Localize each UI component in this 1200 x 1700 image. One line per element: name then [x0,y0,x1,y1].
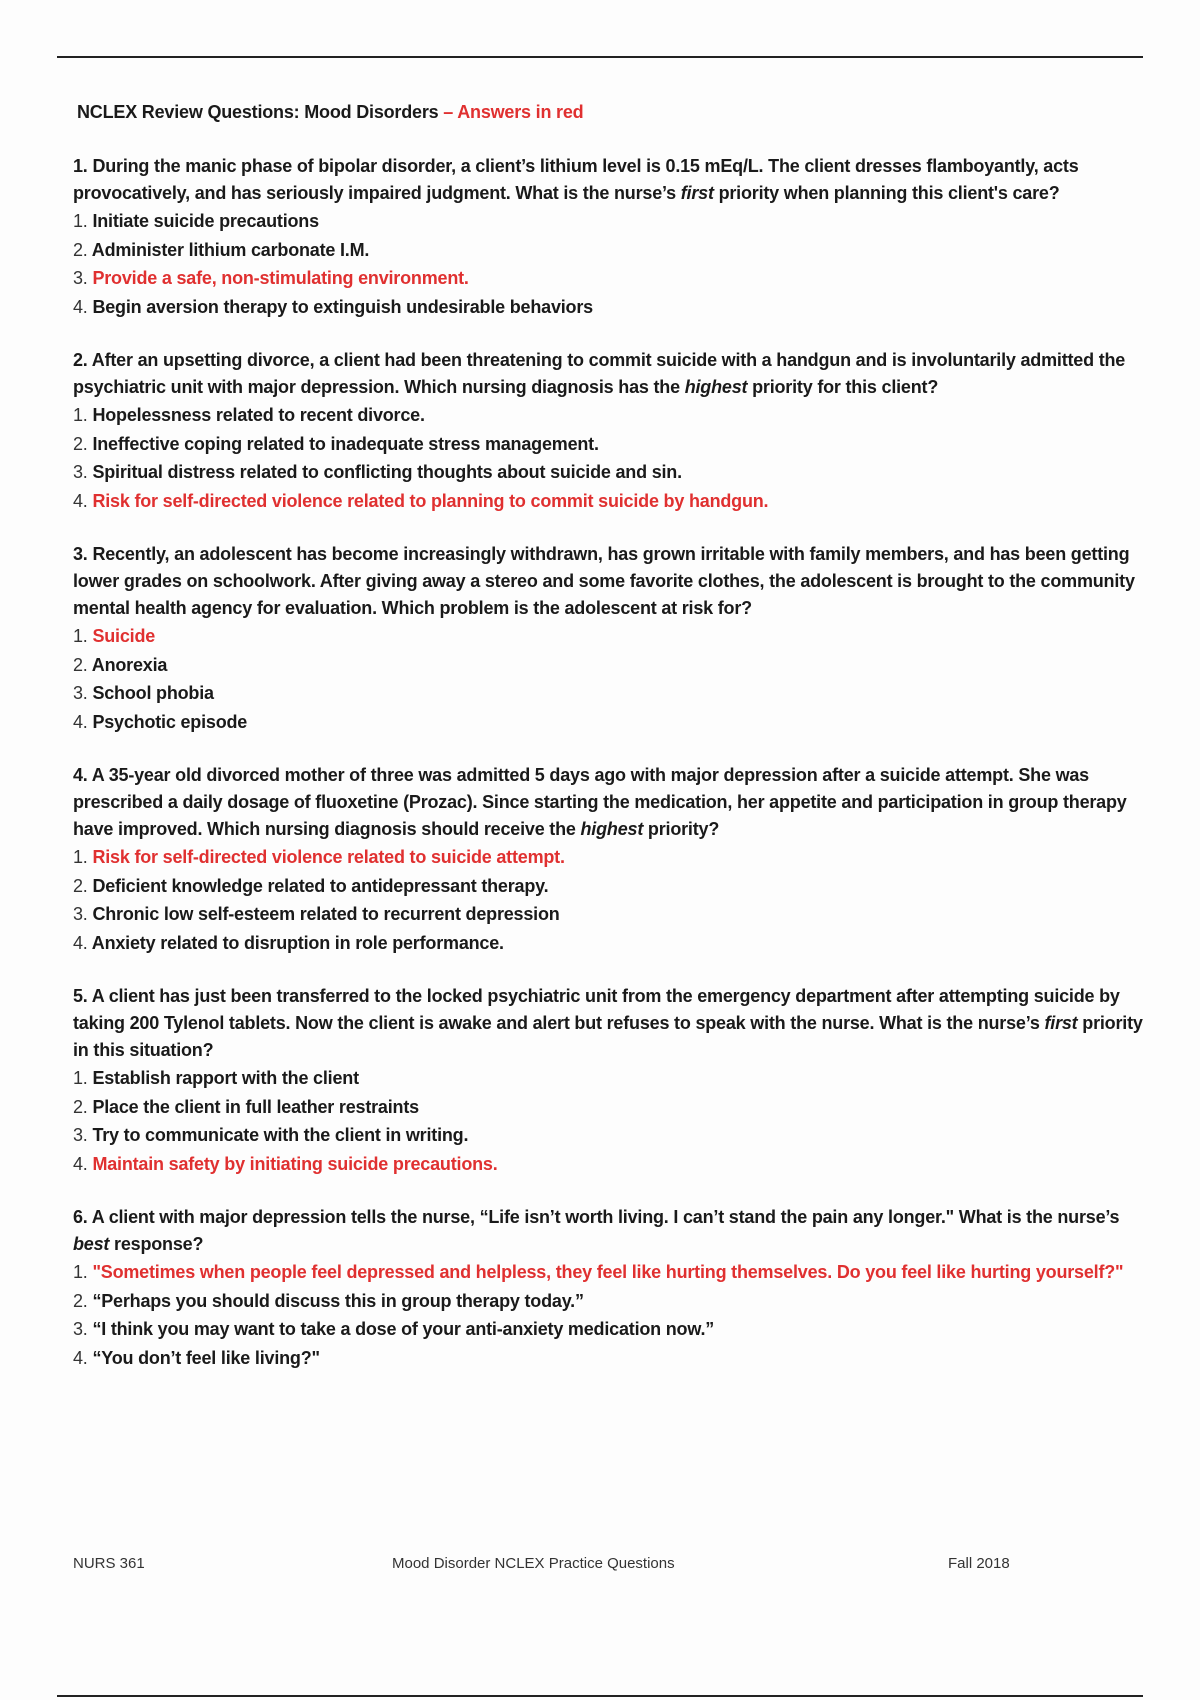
answer-option: 3. School phobia [73,683,214,703]
footer-course: NURS 361 [73,1555,145,1572]
question-5 [73,983,1158,1178]
answer-option: 4. Psychotic episode [73,711,248,732]
document-body [73,102,1158,1398]
question-stem: 2. After an upsetting divorce, a client had been threatening to commit suicide with a handgun and is involuntarily admitted the psychiatric unit with major depression. Which nursing diagnosis has the highest priority for this client? [73,350,1126,397]
question-3 [73,541,1158,736]
header-rule [57,56,1143,58]
answer-option: 1. Hopelessness related to recent divorce. [73,405,425,425]
correct-answer-option: 1. Suicide [73,626,156,646]
question-2 [73,347,1158,515]
answer-option: 4. Begin aversion therapy to extinguish undesirable behaviors [73,296,593,317]
footer-rule [57,1695,1143,1697]
question-6 [73,1204,1158,1372]
answer-option: 4. “You don’t feel like living?" [73,1347,320,1368]
answer-option: 3. Chronic low self-esteem related to recurrent depression [73,904,560,924]
footer-title: Mood Disorder NCLEX Practice Questions [392,1555,675,1572]
answer-option: 4. Anxiety related to disruption in role performance. [73,932,504,953]
answer-option: 2. Anorexia [73,654,168,675]
question-4 [73,762,1158,957]
question-stem: 5. A client has just been transferred to the locked psychiatric unit from the emergency department after attempting suicide by taking 200 Tylenol tablets. Now the client is awake and alert but refuses to speak with the nurse. What is the nurse’s first priority in this situation? [73,986,1143,1060]
answers-note: – Answers in red [443,102,584,122]
answer-option: 1. Initiate suicide precautions [73,211,319,231]
answer-option: 2. “Perhaps you should discuss this in group therapy today.” [73,1290,584,1311]
footer-term: Fall 2018 [948,1555,1010,1572]
answer-option: 3. Spiritual distress related to conflicting thoughts about suicide and sin. [73,462,682,482]
correct-answer-option: 1. Risk for self-directed violence related to suicide attempt. [73,847,565,867]
question-1 [73,153,1158,321]
question-stem: 3. Recently, an adolescent has become increasingly withdrawn, has grown irritable with family members, and has been getting lower grades on schoolwork. After giving away a stereo and some favorite clothes, the adolescent is brought to the community mental health agency for evaluation. Which problem is the adolescent at risk for? [73,544,1135,618]
answer-option: 2. Deficient knowledge related to antidepressant therapy. [73,875,549,896]
question-stem: 4. A 35-year old divorced mother of three was admitted 5 days ago with major depression after a suicide attempt. She was prescribed a daily dosage of fluoxetine (Prozac). Since starting the medication, her appetite and participation in group therapy have improved. Which nursing diagnosis should receive the highest priority? [73,765,1127,839]
correct-answer-option: 4. Maintain safety by initiating suicide precautions. [73,1153,498,1174]
correct-answer-option: 3. Provide a safe, non-stimulating environment. [73,268,469,288]
answer-option: 1. Establish rapport with the client [73,1068,359,1088]
answer-option: 3. “I think you may want to take a dose of your anti-anxiety medication now.” [73,1319,715,1339]
answer-option: 2. Administer lithium carbonate I.M. [73,239,370,260]
correct-answer-option: 1. "Sometimes when people feel depressed and helpless, they feel like hurting themselves. Do you feel like hurting yourself?" [73,1262,1124,1282]
answer-option: 3. Try to communicate with the client in writing. [73,1125,469,1145]
correct-answer-option: 4. Risk for self-directed violence related to planning to commit suicide by handgun. [73,490,769,511]
answer-option: 2. Place the client in full leather restraints [73,1096,419,1117]
answer-option: 2. Ineffective coping related to inadequate stress management. [73,433,599,454]
question-stem: 6. A client with major depression tells the nurse, “Life isn’t worth living. I can’t stand the pain any longer." What is the nurse’s best response? [73,1207,1120,1254]
page-title [77,102,1158,123]
question-stem: 1. During the manic phase of bipolar disorder, a client’s lithium level is 0.15 mEq/L. The client dresses flamboyantly, acts provocatively, and has seriously impaired judgment. What is the nurse’s first priority when planning this client's care? [73,156,1079,203]
title-text: NCLEX Review Questions: Mood Disorders [77,102,439,122]
